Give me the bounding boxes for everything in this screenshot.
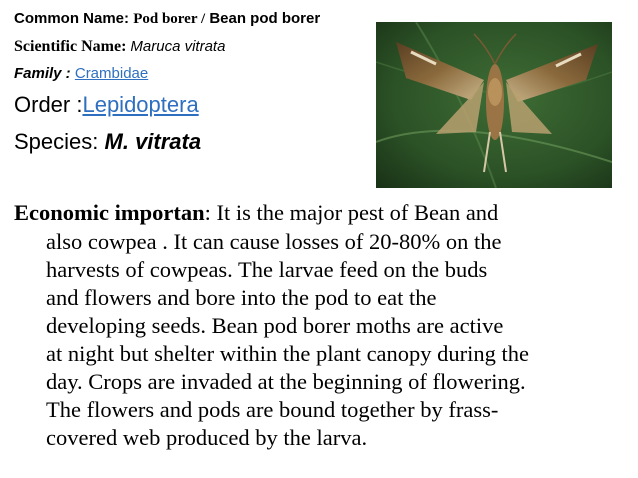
family-line	[14, 65, 148, 82]
family-label: Family :	[14, 65, 71, 82]
paragraph-line: harvests of cowpeas. The larvae feed on the buds	[46, 257, 488, 282]
common-name-value-sans: Bean pod borer	[209, 10, 321, 27]
paragraph-line: and flowers and bore into the pod to eat the	[46, 285, 437, 310]
paragraph-line: at night but shelter within the plant canopy during the	[46, 341, 530, 366]
paragraph-line: also cowpea . It can cause losses of 20-80% on the	[46, 229, 502, 254]
economic-importance-first-line	[14, 199, 498, 226]
scientific-name-label: Scientific Name:	[14, 38, 127, 55]
common-name-line	[14, 10, 320, 28]
species-label: Species:	[14, 129, 99, 154]
economic-importance-heading: Economic importan	[14, 200, 205, 225]
species-value: M. vitrata	[104, 129, 202, 154]
species-line	[14, 129, 201, 155]
paragraph-line: developing seeds. Bean pod borer moths are active	[46, 313, 504, 338]
moth-photo	[376, 22, 612, 188]
paragraph-line: day. Crops are invaded at the beginning of flowering.	[46, 369, 526, 394]
paragraph-line: The flowers and pods are bound together by frass-	[46, 397, 499, 422]
order-link[interactable]: Lepidoptera	[82, 92, 199, 117]
order-line	[14, 92, 199, 118]
common-name-label: Common Name:	[14, 10, 130, 27]
paragraph-line: covered web produced by the larva.	[46, 425, 368, 450]
economic-importance-text: : It is the major pest of Bean and	[204, 200, 499, 225]
scientific-name-value: Maruca vitrata	[130, 38, 226, 55]
common-name-value-serif: Pod borer /	[133, 11, 206, 27]
scientific-name-line	[14, 38, 225, 56]
order-label: Order :	[14, 92, 83, 117]
family-link[interactable]: Crambidae	[74, 65, 149, 82]
